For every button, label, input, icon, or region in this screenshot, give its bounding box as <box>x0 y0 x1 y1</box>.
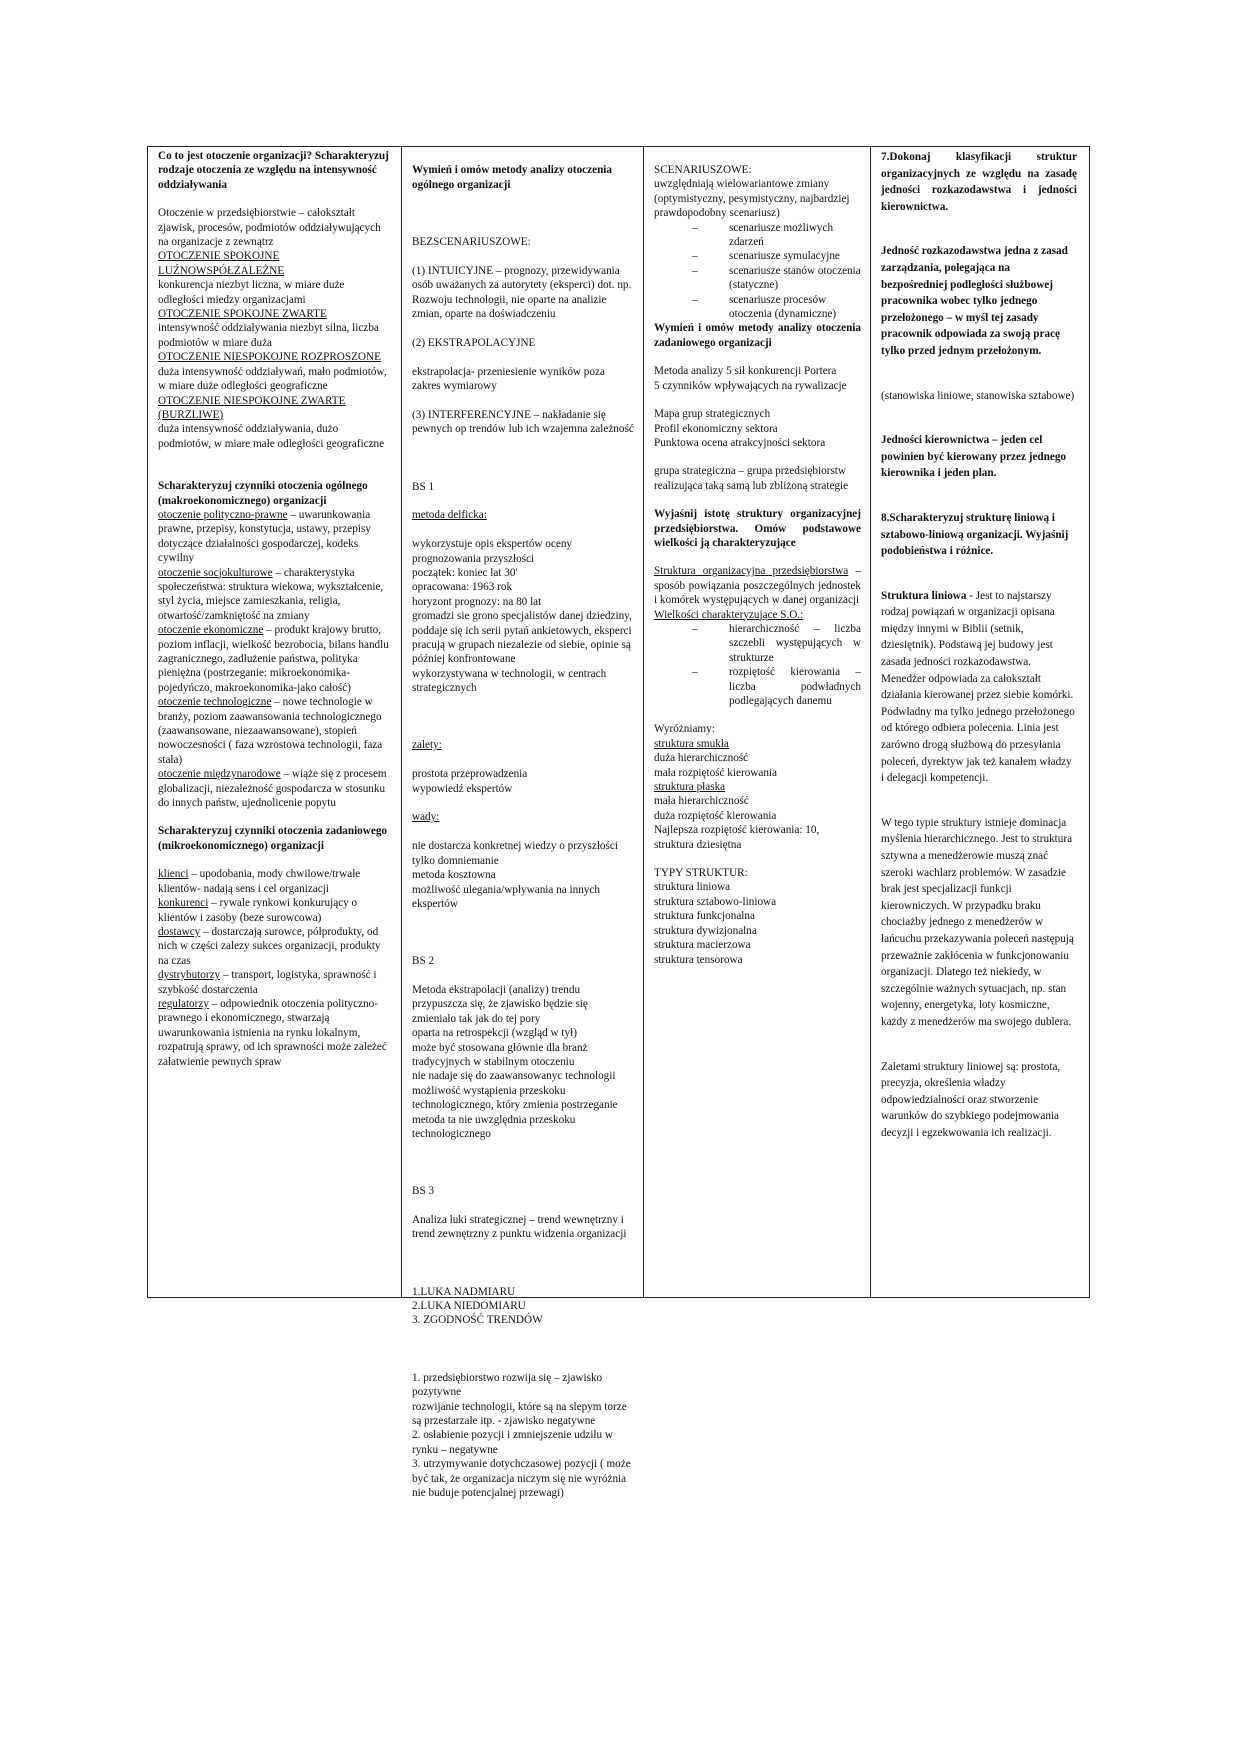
micro-factor-2: konkurenci – rywale rynkowi konkurujący o klientów i zasoby (beze surowcowa) <box>158 897 358 924</box>
method-3: (3) INTERFERENCYJNE – nakładanie się pewnych op trendów lub ich wzajemna zależność <box>412 408 634 436</box>
scenario-desc: uwzględniają wielowariantowe zmiany (optymistyczny, pesymistyczny, najbardziej prawdopodobny scenariusz) <box>654 178 850 220</box>
bs3-heading: BS 3 <box>412 1185 435 1198</box>
factor-2: otoczenie socjokulturowe – charakterystyka społeczeństwa: struktura wiekowa, wykształcenie, styl życia, miejsce zamieszkania, religia, otwartość/zamkniętość na zmiany <box>158 566 384 622</box>
flat-structure: struktura płaska <box>654 781 726 794</box>
bs2-desc: Metoda ekstrapolacji (analizy) trendu przypuszcza się, że zjawisko będzie się zmieniało tak jak do tej pory oparta na retrospekcji (wzgląd w tył) może być stosowana głównie dla branż tradycyjnych w stabilnym otoczeniu nie nadaje się do zaawansowanyc technologii możliwość wystąpienia przeskoku technologicznego, który zmienia postrzeganie metoda ta nie uwzględnia przeskoku technologicznego <box>412 983 618 1140</box>
env-4-name: OTOCZENIE NIESPOKOJNE ZWARTE (BURZLIWE) <box>158 394 346 421</box>
env-1-name: OTOCZENIE SPOKOJNE LUŹNOWSPÓŁZALEŻNE <box>158 250 285 277</box>
magnitudes-heading: Wielkości charakteryzujące S.O.: <box>654 608 804 621</box>
question-7-title: 7.Dokonaj klasyfikacji struktur organizacyjnych ze względu na zasadę jedności rozkazodawstwa i jedności kierownictwa. <box>881 151 1077 213</box>
question-title: Wyjaśnij istotę struktury organizacyjnej przedsiębiorstwa. Omów podstawowe wielkości ją charakteryzujące <box>654 508 861 549</box>
strategic-group-text: grupa strategiczna – grupa przedsiębiorstw realizująca taką samą lub zbliżoną strategie <box>654 465 849 492</box>
factor-3: otoczenie ekonomiczne – produkt krajowy brutto, poziom inflacji, wielkość bezrobocia, bilans handlu zagranicznego, zadłużenie państwa, polityka pieniężna (postrzeganie: mikroekonomika-pojedyńczo, makroekonomika-jako całość) <box>158 624 389 694</box>
gap-interpretation: 1. przedsiębiorstwo rozwija się – zjawisko pozytywne rozwijanie technologii, które są na slepym torze są przestarzałe itp. - zjawisko negatywne 2. osłabienie pozycji i zmniejszenie udziłu w rynku – negatywne 3. utrzymywanie dotychczasowej pozycji ( może być tak, że organizacja niczym się nie wyróżnia nie buduje potencjalnej przewagi) <box>412 1371 631 1499</box>
bezscenariuszowe-heading: BEZSCENARIUSZOWE: <box>412 236 531 249</box>
intro-text: Otoczenie w przedsiębiorstwie – całokształt zjawisk, procesów, podmiotów oddziaływujących na organizacje z zewnątrz <box>158 207 381 249</box>
factor-5: otoczenie międzynarodowe – wiąże się z procesem globalizacji, niezależność gospodarcza w stosunku do innych państw, ujednolicenie popytu <box>158 768 387 810</box>
disadvantages-heading: wady: <box>412 811 440 824</box>
scenario-heading: SCENARIUSZOWE: <box>654 164 752 176</box>
bs1-heading: BS 1 <box>412 480 435 493</box>
paragraph: Jedność rozkazodawstwa jedna z zasad zarządzania, polegająca na bezpośredniej podległości służbowej pracownika wobec tylko jednego przełożonego – w myśl tej zasady pracownik odpowiada za swoją pracę tylko przed jednym przełożonym. <box>881 245 1068 357</box>
env-2-name: OTOCZENIE SPOKOJNE ZWARTE <box>158 308 327 321</box>
bs3-desc: Analiza luki strategicznej – trend wewnętrzny i trend zewnętrzny z punktu widzenia organizacji <box>412 1214 627 1241</box>
structure-definition: Struktura organizacyjna przedsiębiorstwa – sposób powiązania poszczególnych jednostek i komórek występujących w danej organizacji <box>654 565 861 607</box>
delphi-name: metoda delficka: <box>412 509 487 522</box>
column-3 <box>644 147 871 1297</box>
method-2-desc: ekstrapolacja- przeniesienie wyników poza zakres wymiarowy <box>412 365 605 393</box>
list-item: – scenariusze procesów otoczenia (dynamiczne) <box>654 293 861 322</box>
column-4 <box>871 147 1089 1297</box>
column-2-title: Wymień i omów metody analizy otoczenia ogólnego organizacji <box>412 164 612 191</box>
document-table <box>147 146 1090 1499</box>
column-2 <box>402 147 644 1499</box>
method-2: (2) EKSTRAPOLACYJNE <box>412 336 536 349</box>
env-1-desc: konkurencja niezbyt liczna, w miare duże odległości miedzy organizacjami <box>158 279 345 306</box>
advantages-list: prostota przeprowadzenia wypowiedź ekspertów <box>412 768 528 795</box>
question-3-title: Scharakteryzuj czynniki otoczenia zadaniowego (mikroekonomicznego) organizacji <box>158 825 388 852</box>
question-title: Wymień i omów metody analizy otoczenia zadaniowego organizacji <box>654 322 861 349</box>
micro-factor-5: regulatorzy – odpowiednik otoczenia polityczno-prawnego i ekonomicznego, stwarzają uwarunkowania istnienia na rynku lokalnym, rozpatrują sprawy, od ich sprawności może zależeć załatwienie pewnych spraw <box>158 997 387 1068</box>
env-3-name: OTOCZENIE NIESPOKOJNE ROZPROSZONE <box>158 351 381 364</box>
structure-types-heading: TYPY STRUKTUR: <box>654 867 748 880</box>
list-item: – scenariusze symulacyjne <box>654 249 861 263</box>
micro-factor-3: dostawcy – dostarczają surowce, półprodukty, od nich w części zalezy sukces organizacji, produkty na czas <box>158 925 381 967</box>
question-8-title: 8.Scharakteryzuj strukturę liniową i sztabowo-liniową organizacji. Wyjaśnij podobieństwa i różnice. <box>881 511 1069 558</box>
env-4-desc: duża intensywność oddziaływania, dużo podmiotów, w miare małe odległości geograficzne <box>158 423 385 450</box>
strategic-map-text: Mapa grup strategicznych Profil ekonomiczny sektora Punktowa ocena atrakcyjności sektora <box>654 408 826 449</box>
env-2-desc: intensywność oddziaływania niezbyt silna, liczba podmiotów w miare duża <box>158 322 379 349</box>
advantages-heading: zalety: <box>412 739 442 752</box>
gap-types: 1.LUKA NADMIARU 2.LUKA NIEDOMIARU 3. ZGODNOŚĆ TRENDÓW <box>412 1285 543 1327</box>
slim-structure-desc: duża hierarchiczność mała rozpiętość kierowania <box>654 752 778 779</box>
question-2-title: Scharakteryzuj czynniki otoczenia ogólnego (makroekonomicznego) organizacji <box>158 480 368 507</box>
list-item: – scenariusze możliwych zdarzeń <box>654 221 861 250</box>
paragraph: W tego typie struktury istnieje dominacja myślenia hierarchicznego. Jest to struktura sztywna a menedżerowie muszą znać szeroki wachlarz problemów. W zasadzie brak jest specjalizacji funkcji kierowniczych. W przypadku braku chociażby jednego z menedżerów w łańcuchu przekazywania poleceń następują przeważnie zakłócenia w funkcjonowaniu organizacji. Dlatego też niekiedy, w szczególnie ważnych sytuacjach, np. stan wojenny, energetyka, loty kosmiczne, każdy z menedżerów ma swojego dublera. <box>881 816 1074 1028</box>
distinguish-heading: Wyróżniamy: <box>654 723 715 736</box>
delphi-desc: wykorzystuje opis ekspertów oceny prognozowania przyszłości początek: koniec lat 30' opracowana: 1963 rok horyzont prognozy: na 80 lat gromadzi sie grono specjalistów danej dziedziny, poddaje się ich serii pytań ankietowych, eksperci pracują w grupach niezalezie od siebie, opinie są później konfrontowane wykorzystywana w technologii, w centrach strategicznych <box>412 538 632 695</box>
list-item: – rozpiętość kierowania – liczba podwładnych podlegających danemu <box>654 665 861 708</box>
flat-structure-desc: mała hierarchiczność duża rozpiętość kierowania Najlepsza rozpiętość kierowania: 10, struktura dziesiętna <box>654 795 820 851</box>
list-item: – scenariusze stanów otoczenia (statyczne) <box>654 264 861 293</box>
paragraph: Zaletami struktury liniowej są: prostota, precyzja, określenia władzy odpowiedzialności oraz stworzenie warunków do szybkiego podejmowania decyzji i egzekwowania ich realizacji. <box>881 1060 1061 1139</box>
env-3-desc: duża intensywność oddziaływań, mało podmiotów, w miare duże odległości geograficzne <box>158 365 387 393</box>
micro-factor-4: dystrybutorzy – transport, logistyka, sprawność i szybkość dostarczenia <box>158 969 377 996</box>
column-1 <box>148 147 402 1297</box>
slim-structure: struktura smukła <box>654 737 729 750</box>
method-1: (1) INTUICYJNE – prognozy, przewidywania osób uważanych za autorytety (eksperci) dot. np. Rozwoju technologii, nie oparte na analizie zmian, oparte na doświadczeniu <box>412 264 632 321</box>
paragraph: (stanowiska liniowe, stanowiska sztabowe) <box>881 389 1075 402</box>
bs2-heading: BS 2 <box>412 955 435 968</box>
paragraph: Struktura liniowa - Jest to najstarszy rodzaj powiązań w organizacji opisana między innymi w Biblii (setnik, dziesiętnik). Podstawą jej budowy jest zasada jedności rozkazodawstwa. Menedżer odpowiada za całokształt działania kierowanej przez siebie komórki. Podwładny ma tylko jednego przełożonego od którego odbiera polecenia. Linia jest zarówno drogą służbową do przesyłania poleceń, dyrektyw jak też kanałem władzy i delegacji kompetencji. <box>881 589 1075 785</box>
factor-4: otoczenie technologiczne – nowe technologie w branży, poziom zaawansowania technologicznego (zaawansowane, niezaawansowane), stopień nowoczesności ( faza wzrostowa technologii, faza stała) <box>158 696 383 766</box>
structure-types-list: struktura liniowa struktura sztabowo-liniowa struktura funkcjonalna struktura dywizjonalna struktura macierzowa struktura tensorowa <box>654 881 777 966</box>
magnitudes-list <box>654 622 861 708</box>
question-1-title: Co to jest otoczenie organizacji? Scharakteryzuj rodzaje otoczenia ze względu na intensywność oddziaływania <box>158 150 389 191</box>
list-item: – hierarchiczność – liczba szczebli występujących w strukturze <box>654 622 861 665</box>
porter-text: Metoda analizy 5 sił konkurencji Portera 5 czynników wpływających na rywalizacje <box>654 365 847 392</box>
factor-1: otoczenie polityczno-prawne – uwarunkowania prawne, przepisy, konstytucja, ustawy, przepisy dotyczące działalności gospodarczej, kodeks cywilny <box>158 508 371 565</box>
disadvantages-list: nie dostarcza konkretnej wiedzy o przyszłości tylko domniemanie metoda kosztowna możliwość ulegania/wpływania na innych ekspertów <box>412 840 618 910</box>
paragraph: Jedności kierownictwa – jeden cel powinien być kierowany przez jednego kierownika i jeden plan. <box>881 434 1067 480</box>
micro-factor-1: klienci – upodobania, mody chwilowe/trwałe klientów- nadają sens i cel organizacji <box>158 868 361 895</box>
scenario-list <box>654 221 861 322</box>
